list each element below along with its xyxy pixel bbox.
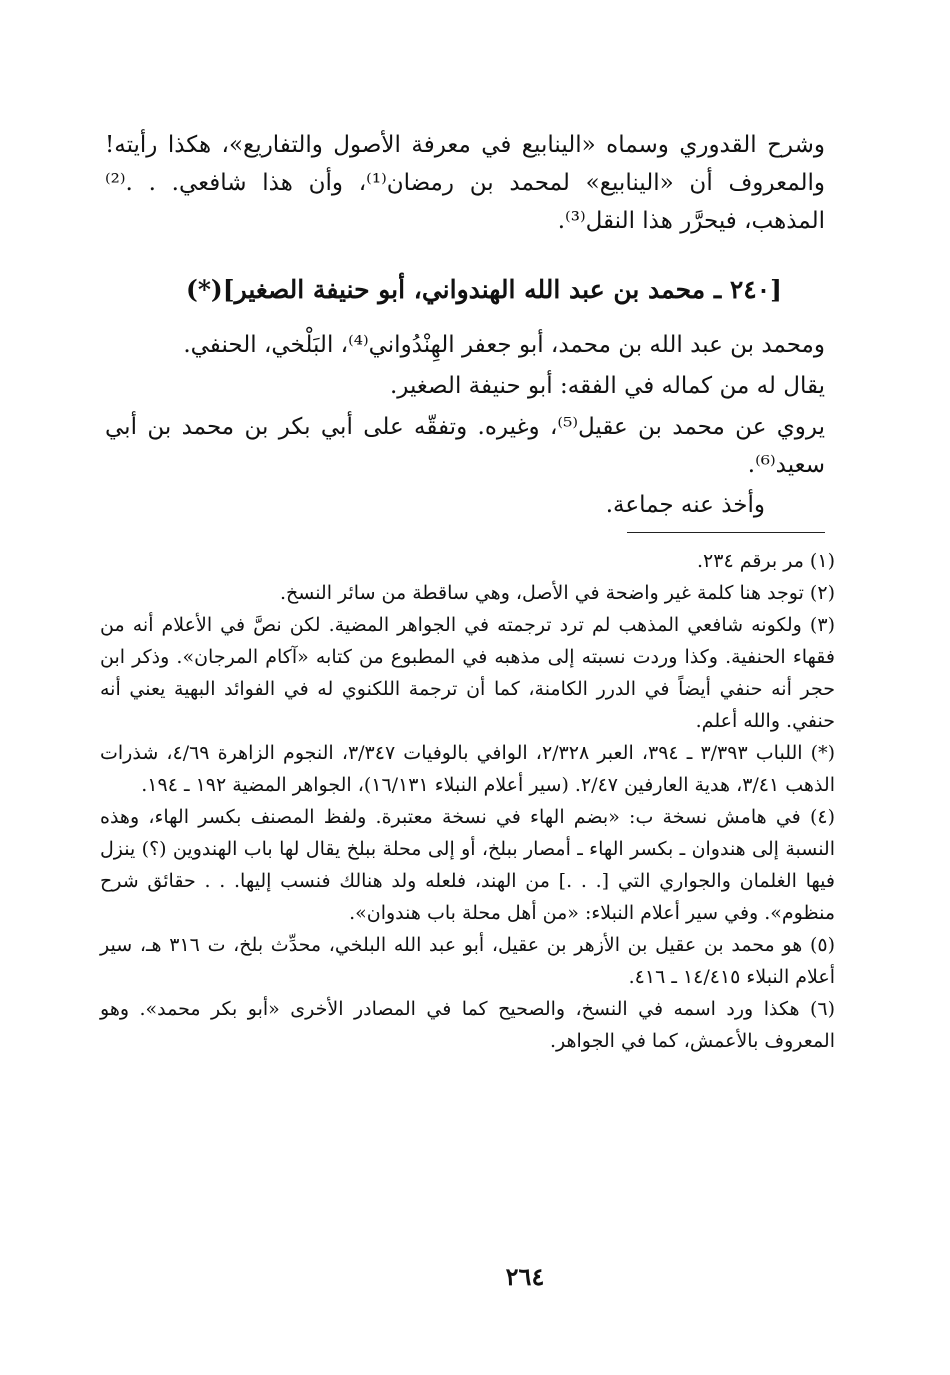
entry-heading: [٢٤٠ ـ محمد بن عبد الله الهندواني، أبو حنيفة الصغير](*) <box>186 275 782 304</box>
paragraph-name: ومحمد بن عبد الله بن محمد، أبو جعفر الهِنْدُواني⁽⁴⁾، البَلْخي، الحنفي. <box>183 332 825 358</box>
footnote-1: (١) مر برقم ٢٣٤. <box>696 550 835 572</box>
footnotes <box>100 545 835 1057</box>
paragraph-students: وأخذ عنه جماعة. <box>605 492 765 518</box>
footnote-separator <box>627 532 825 533</box>
paragraph-title: يقال له من كماله في الفقه: أبو حنيفة الصغير. <box>389 373 825 399</box>
footnote-star: (*) اللباب ٣/٣٩٣ ـ ٣٩٤، العبر ٢/٣٢٨، الوافي بالوفيات ٣/٣٤٧، النجوم الزاهرة ٤/٦٩، شذرات الذهب ٣/٤١، هدية العارفين ٢/٤٧. (سير أعلام النبلاء ١٦/١٣١)، الجواهر المضية ١٩٢ ـ ١٩٤. <box>100 742 836 796</box>
footnote-5: (٥) هو محمد بن عقيل بن الأزهر بن عقيل، أبو عبد الله البلخي، محدِّث بلخ، ت ٣١٦ هـ، سير أعلام النبلاء ١٤/٤١٥ ـ ٤١٦. <box>100 934 836 988</box>
paragraph-intro: وشرح القدوري وسماه «الينابيع في معرفة الأصول والتفاريع»، هكذا رأيته! والمعروف أن «الينابيع» لمحمد بن رمضان⁽¹⁾، وأن هذا شافعي. . .⁽²⁾ المذهب، فيحرَّر هذا النقل⁽³⁾. <box>105 132 825 234</box>
page-number: ٢٦٤ <box>505 1262 545 1291</box>
footnote-2: (٢) توجد هنا كلمة غير واضحة في الأصل، وهي ساقطة من سائر النسخ. <box>279 582 835 604</box>
paragraph-teachers: يروي عن محمد بن عقيل⁽⁵⁾، وغيره. وتفقّه على أبي بكر بن محمد بن أبي سعيد⁽⁶⁾. <box>105 414 825 478</box>
footnote-4: (٤) في هامش نسخة ب: «بضم الهاء في نسخة معتبرة. ولفظ المصنف بكسر الهاء، وهذه النسبة إلى هندوان ـ بكسر الهاء ـ أمصار ببلخ، أو إلى محلة ببلخ يقال لها باب الهندوين (؟) ينزل فيها الغلمان والجواري التي [. . .] من الهند، فلعله ولد هنالك فنسب إليها. . . حقائق شرح منظوم». وفي سير أعلام النبلاء: «من أهل محلة باب هندوان». <box>100 806 835 924</box>
footnote-6: (٦) هكذا ورد اسمه في النسخ، والصحيح كما في المصادر الأخرى «أبو بكر محمد». وهو المعروف بالأعمش، كما في الجواهر. <box>100 998 835 1052</box>
footnote-3: (٣) ولكونه شافعي المذهب لم ترد ترجمته في الجواهر المضية. لكن نصَّ في الأعلام أنه من فقهاء الحنفية. وكذا وردت نسبته إلى مذهبه في المطبوع من كتابه «آكام المرجان». وذكر ابن حجر أنه حنفي أيضاً في الدرر الكامنة، كما أن ترجمة اللكنوي له في الفوائد البهية يعني أنه حنفي. والله أعلم. <box>100 614 835 732</box>
